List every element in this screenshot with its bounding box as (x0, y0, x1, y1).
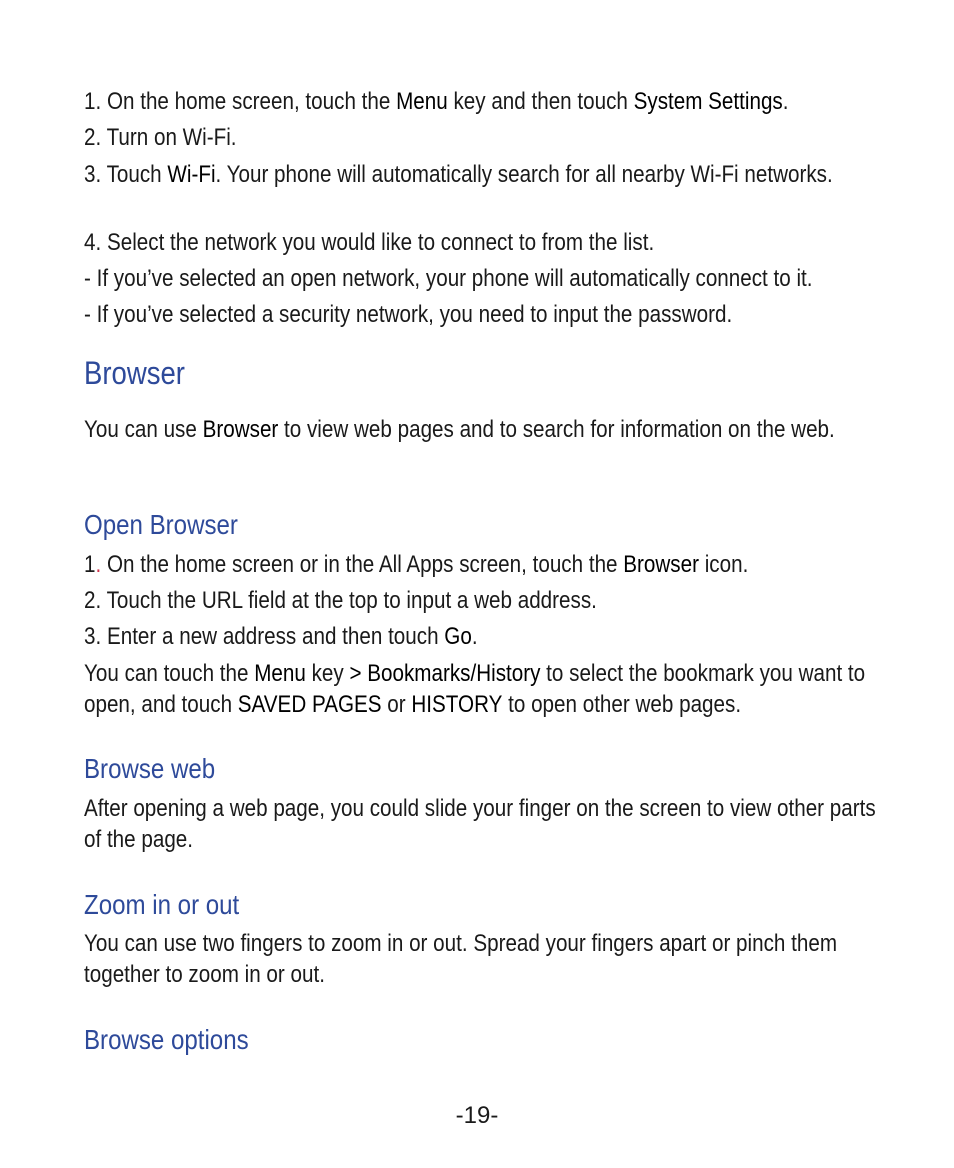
menu-keyword: Menu (254, 660, 306, 687)
step-text: 1. On the home screen, touch the (84, 88, 397, 115)
zoom-text: You can use two fingers to zoom in or out. Spread your fingers apart or pinch them together to zoom in or out. (84, 930, 838, 988)
tip-text: You can touch the (84, 660, 255, 687)
wifi-step-2: 2. Turn on Wi-Fi. (84, 124, 237, 151)
step-text: icon. (698, 551, 749, 578)
step-number: 1 (84, 551, 96, 578)
open-browser-tip (84, 658, 894, 720)
wifi-step-4: 4. Select the network you would like to connect to from the list. (84, 229, 655, 256)
open-browser-step-1 (84, 549, 781, 580)
wifi-keyword: Wi-Fi (167, 161, 216, 188)
go-keyword: Go (444, 623, 472, 650)
step-text: key and then touch (447, 88, 634, 115)
zoom-heading: Zoom in or out (84, 889, 240, 920)
page-number: -19- (455, 1102, 499, 1129)
open-browser-step-2: 2. Touch the URL field at the top to input a web address. (84, 587, 597, 614)
wifi-note-security: - If you’ve selected a security network, you need to input the password. (84, 301, 733, 328)
wifi-note-open: - If you’ve selected an open network, your phone will automatically connect to it. (84, 265, 813, 292)
browse-web-heading: Browse web (84, 753, 216, 784)
history-keyword: HISTORY (411, 691, 503, 718)
browser-keyword: Browser (202, 416, 279, 443)
intro-text: You can use (84, 416, 203, 443)
open-browser-step-3 (84, 621, 781, 652)
bookmarks-history-keyword: > Bookmarks/History (349, 660, 541, 687)
browser-keyword: Browser (623, 551, 699, 578)
tip-text: key (305, 660, 350, 687)
step-text: 3. Touch (84, 161, 168, 188)
step-text: . (471, 623, 478, 650)
step-text: 3. Enter a new address and then touch (84, 623, 445, 650)
saved-pages-keyword: SAVED PAGES (237, 691, 382, 718)
browser-intro (84, 414, 894, 445)
step-text: . (782, 88, 789, 115)
browse-web-text: After opening a web page, you could slide your finger on the screen to view other parts of the page. (84, 795, 876, 853)
step-dot: . (95, 551, 102, 578)
tip-text: to select the bookmark you want to open, and touch (84, 660, 866, 718)
browse-options-heading: Browse options (84, 1024, 249, 1055)
step-text: On the home screen or in the All Apps screen, touch the (101, 551, 624, 578)
tip-text: to open other web pages. (502, 691, 742, 718)
browser-heading: Browser (84, 355, 185, 391)
step-text: . Your phone will automatically search for all nearby Wi-Fi networks. (215, 161, 833, 188)
menu-keyword: Menu (396, 88, 448, 115)
intro-text: to view web pages and to search for information on the web. (278, 416, 835, 443)
system-settings-keyword: System Settings (633, 88, 783, 115)
wifi-step-3 (84, 159, 894, 190)
open-browser-heading: Open Browser (84, 509, 238, 540)
tip-text: or (381, 691, 412, 718)
wifi-step-1 (84, 86, 789, 117)
